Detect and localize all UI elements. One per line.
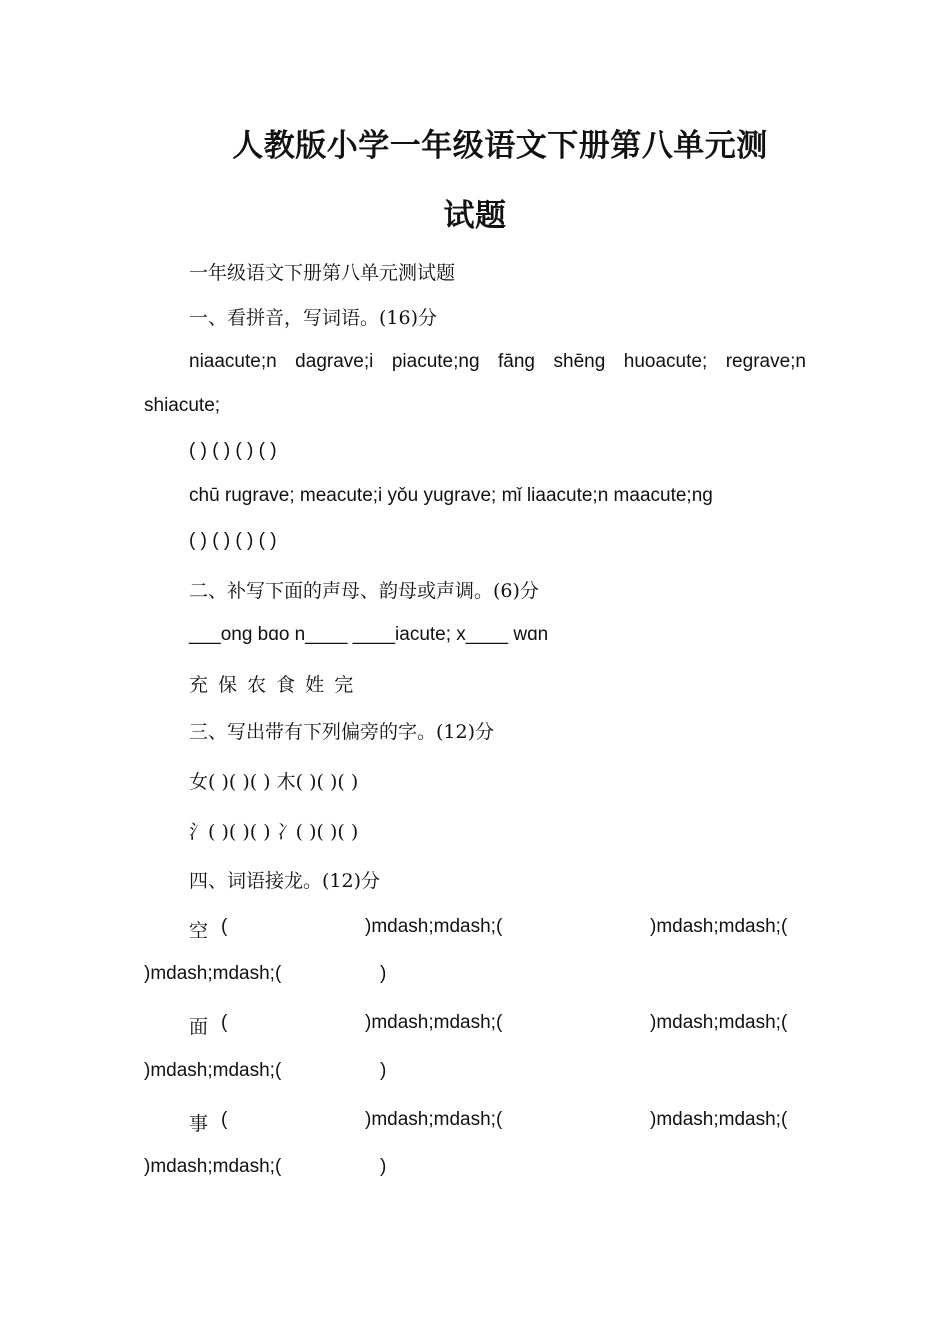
pinyin-line-1-cont: shiacute; [144, 395, 221, 416]
character-list: 充 保 农 食 姓 完 [189, 674, 356, 696]
section-1-heading: 一、看拼音，写词语。(16)分 [189, 307, 438, 329]
section-4-heading: 四、词语接龙。(12)分 [189, 870, 381, 892]
chain-open-paren: ( [221, 1012, 228, 1033]
chain-link: )mdash;mdash;( [650, 916, 788, 937]
pinyin-line-2: chū rugrave; meacute;i yǒu yugrave; mǐ liaacute;n maacute;ng [189, 485, 713, 506]
chain-link: )mdash;mdash;( [650, 1012, 788, 1033]
subtitle: 一年级语文下册第八单元测试题 [189, 262, 456, 284]
document-title-line2: 试题 [443, 198, 507, 234]
fill-in-line: ___ong bɑo n____ ____iacute; x____ wɑn [189, 624, 549, 645]
document-title-line1: 人教版小学一年级语文下册第八单元测 [232, 128, 768, 164]
chain-close-paren: ) [380, 1156, 387, 1177]
chain-link: )mdash;mdash;( [144, 1156, 282, 1177]
radical-line-2: 氵( )( )( ) 冫( )( )( ) [189, 821, 359, 843]
chain-link: )mdash;mdash;( [650, 1109, 788, 1130]
section-2-heading: 二、补写下面的声母、韵母或声调。(6)分 [189, 580, 539, 602]
chain-close-paren: ) [380, 1060, 387, 1081]
pinyin-line-1: niaacute;n dagrave;i piacute;ng fāng shēng huoacute; regrave;n [189, 351, 806, 372]
chain-link: )mdash;mdash;( [365, 916, 503, 937]
radical-line-1: 女( )( )( ) 木( )( )( ) [189, 771, 359, 793]
chain-close-paren: ) [380, 963, 387, 984]
chain-start-char: 空 [189, 920, 209, 942]
chain-link: )mdash;mdash;( [365, 1012, 503, 1033]
chain-start-char: 事 [189, 1113, 209, 1135]
chain-start-char: 面 [189, 1016, 209, 1038]
section-3-heading: 三、写出带有下列偏旁的字。(12)分 [189, 721, 495, 743]
chain-link: )mdash;mdash;( [144, 1060, 282, 1081]
answer-blanks-1: ( ) ( ) ( ) ( ) [189, 440, 277, 461]
chain-link: )mdash;mdash;( [365, 1109, 503, 1130]
chain-link: )mdash;mdash;( [144, 963, 282, 984]
answer-blanks-2: ( ) ( ) ( ) ( ) [189, 530, 277, 551]
chain-open-paren: ( [221, 916, 228, 937]
chain-open-paren: ( [221, 1109, 228, 1130]
